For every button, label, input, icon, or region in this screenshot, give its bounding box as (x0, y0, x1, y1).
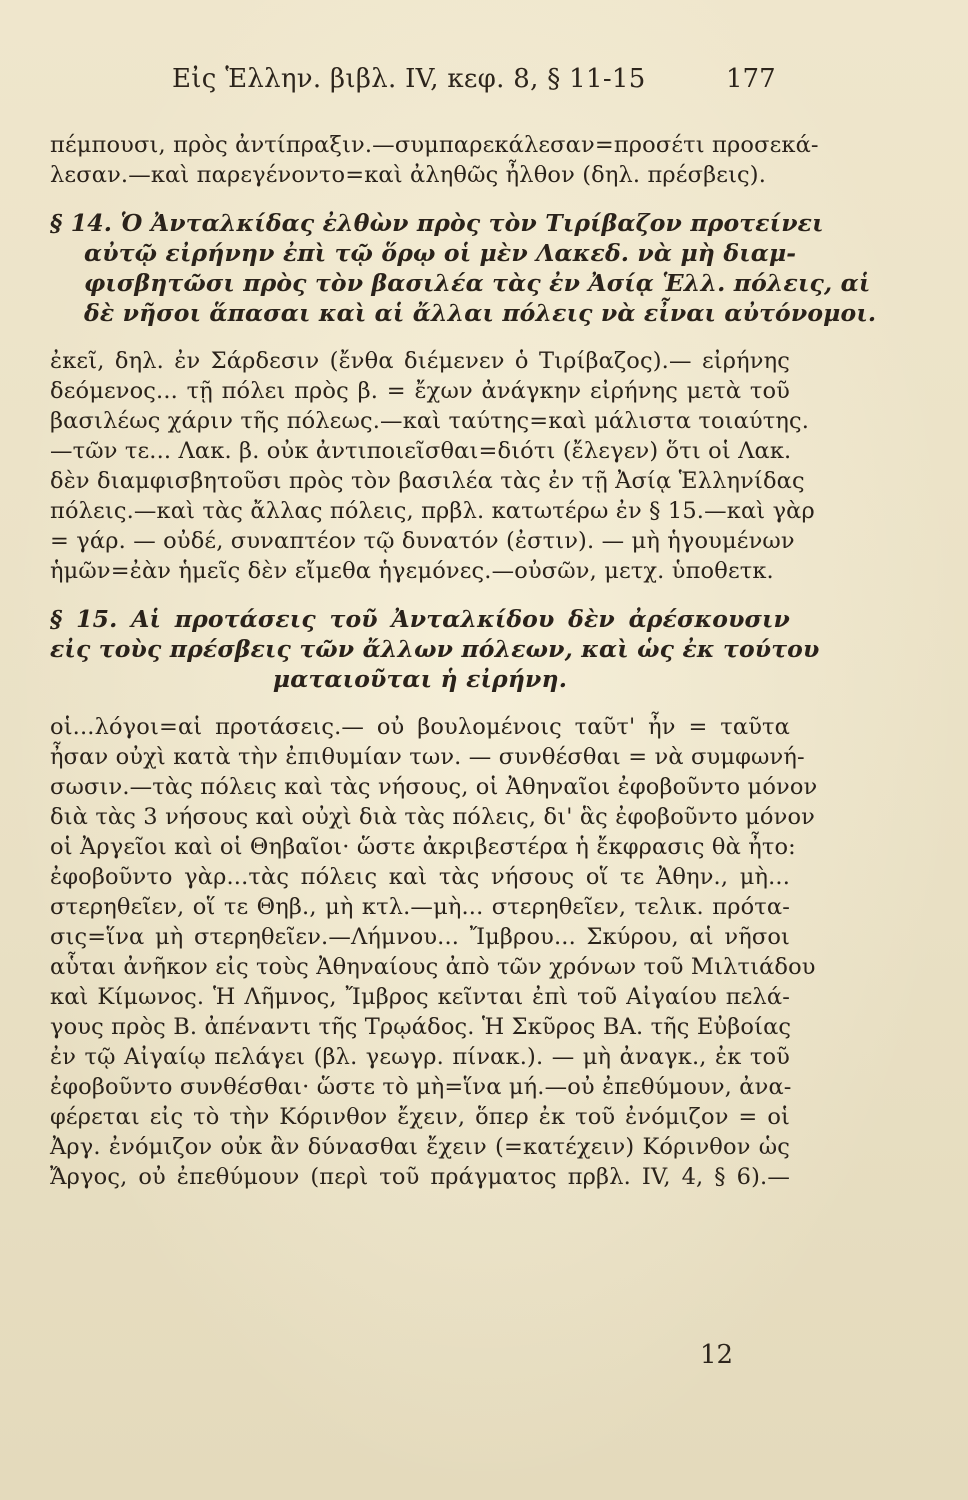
text-line: ἦσαν οὐχὶ κατὰ τὴν ἐπιθυμίαν των. — συνθέσθαι = νὰ συμφωνή- (50, 744, 805, 770)
section-heading-line: αὐτῷ εἰρήνην ἐπὶ τῷ ὅρῳ οἱ μὲν Λακεδ. νὰ μὴ διαμ- (84, 239, 797, 267)
text-line: σις=ἵνα μὴ στερηθεῖεν.—Λήμνου... Ἴμβρου... Σκύρου, αἱ νῆσοι (50, 924, 790, 950)
section-heading-line: § 15. Αἱ προτάσεις τοῦ Ἀνταλκίδου δὲν ἀρέσκουσιν (50, 605, 790, 633)
spacer (50, 190, 790, 208)
spacer (50, 586, 790, 604)
text-line: Ἄργος, οὐ ἐπεθύμουν (περὶ τοῦ πράγματος πρβλ. IV, 4, § 6).— (50, 1164, 790, 1190)
text-line: δὲν διαμφισβητοῦσι πρὸς τὸν βασιλέα τὰς ἐν τῇ Ἀσίᾳ Ἑλληνίδας (50, 468, 805, 494)
text-line: ἐν τῷ Αἰγαίῳ πελάγει (βλ. γεωγρ. πίνακ.). — μὴ ἀναγκ., ἐκ τοῦ (50, 1044, 790, 1070)
signature-mark: 12 (700, 1340, 734, 1370)
text-line: διὰ τὰς 3 νήσους καὶ οὐχὶ διὰ τὰς πόλεις, δι' ἃς ἐφοβοῦντο μόνον (50, 804, 815, 830)
text-line: ἡμῶν=ἐὰν ἡμεῖς δὲν εἴμεθα ἡγεμόνες.—οὐσῶν, μετχ. ὑποθετκ. (50, 558, 774, 584)
section-15-commentary (50, 712, 818, 1192)
text-line: σωσιν.—τὰς πόλεις καὶ τὰς νήσους, οἱ Ἀθηναῖοι ἐφοβοῦντο μόνον (50, 774, 818, 800)
page-number: 177 (726, 64, 776, 94)
text-line: βασιλέως χάριν τῆς πόλεως.—καὶ ταύτης=καὶ μάλιστα τοιαύτης. (50, 408, 810, 434)
text-line: οἱ...λόγοι=αἱ προτάσεις.— οὐ βουλομένοις ταῦτ' ἦν = ταῦτα (50, 714, 790, 740)
section-14 (50, 208, 877, 586)
text-line: γους πρὸς Β. ἀπέναντι τῆς Τρῳάδος. Ἡ Σκῦρος ΒΑ. τῆς Εὐβοίας (50, 1014, 792, 1040)
page-header (0, 64, 968, 104)
section-heading-line: § 14. Ὁ Ἀνταλκίδας ἐλθὼν πρὸς τὸν Τιρίβαζον προτείνει (50, 209, 824, 237)
text-line: πέμπουσι, πρὸς ἀντίπραξιν.—συμπαρεκάλεσαν=προσέτι προσεκά- (50, 132, 819, 158)
text-line: ἐκεῖ, δηλ. ἐν Σάρδεσιν (ἔνθα διέμενεν ὁ Τιρίβαζος).— εἰρήνης (50, 348, 790, 374)
text-line: —τῶν τε... Λακ. β. οὐκ ἀντιποιεῖσθαι=διότι (ἔλεγεν) ὅτι οἱ Λακ. (50, 438, 792, 464)
spacer (50, 694, 790, 712)
section-14-heading (50, 208, 877, 328)
text-line: καὶ Κίμωνος. Ἡ Λῆμνος, Ἴμβρος κεῖνται ἐπὶ τοῦ Αἰγαίου πελά- (50, 984, 790, 1010)
section-13-tail (50, 130, 819, 190)
text-line: στερηθεῖεν, οἵ τε Θηβ., μὴ κτλ.—μὴ... στερηθεῖεν, τελικ. πρότα- (50, 894, 790, 920)
text-line: πόλεις.—καὶ τὰς ἄλλας πόλεις, πρβλ. κατωτέρω ἐν § 15.—καὶ γὰρ (50, 498, 815, 524)
text-line: = γάρ. — οὐδέ, συναπτέον τῷ δυνατόν (ἐστιν). — μὴ ἡγουμένων (50, 528, 795, 554)
section-14-commentary (50, 346, 815, 586)
running-head: Εἰς Ἑλλην. βιβλ. IV, κεφ. 8, § 11-15 (172, 64, 646, 94)
section-heading-line: φισβητῶσι πρὸς τὸν βασιλέα τὰς ἐν Ἀσίᾳ Ἑλλ. πόλεις, αἱ (84, 269, 871, 297)
section-heading-line: εἰς τοὺς πρέσβεις τῶν ἄλλων πόλεων, καὶ ὡς ἐκ τούτου (50, 635, 820, 663)
section-15 (50, 604, 820, 1192)
text-line: φέρεται εἰς τὸ τὴν Κόρινθον ἔχειν, ὅπερ ἐκ τοῦ ἐνόμιζον = οἱ (50, 1104, 790, 1130)
text-line: ἐφοβοῦντο συνθέσθαι· ὥστε τὸ μὴ=ἵνα μή.—οὐ ἐπεθύμουν, ἀνα- (50, 1074, 792, 1100)
section-15-heading (50, 604, 820, 694)
spacer (50, 328, 790, 346)
text-line: Ἀργ. ἐνόμιζον οὐκ ἂν δύνασθαι ἔχειν (=κατέχειν) Κόρινθον ὡς (50, 1134, 790, 1160)
text-line: οἱ Ἀργεῖοι καὶ οἱ Θηβαῖοι· ὥστε ἀκριβεστέρα ἡ ἔκφρασις θὰ ἦτο: (50, 834, 796, 860)
page-body (50, 130, 877, 1192)
text-line: ἐφοβοῦντο γὰρ...τὰς πόλεις καὶ τὰς νήσους οἵ τε Ἀθην., μὴ... (50, 864, 790, 890)
text-line: δεόμενος... τῇ πόλει πρὸς β. = ἔχων ἀνάγκην εἰρήνης μετὰ τοῦ (50, 378, 790, 404)
text-line: λεσαν.—καὶ παρεγένοντο=καὶ ἀληθῶς ἦλθον (δηλ. πρέσβεις). (50, 162, 767, 188)
text-line: αὗται ἀνῆκον εἰς τοὺς Ἀθηναίους ἀπὸ τῶν χρόνων τοῦ Μιλτιάδου (50, 954, 816, 980)
section-heading-line: δὲ νῆσοι ἅπασαι καὶ αἱ ἄλλαι πόλεις νὰ εἶναι αὐτόνομοι. (84, 299, 877, 327)
section-heading-line: ματαιοῦται ἡ εἰρήνη. (272, 665, 568, 693)
